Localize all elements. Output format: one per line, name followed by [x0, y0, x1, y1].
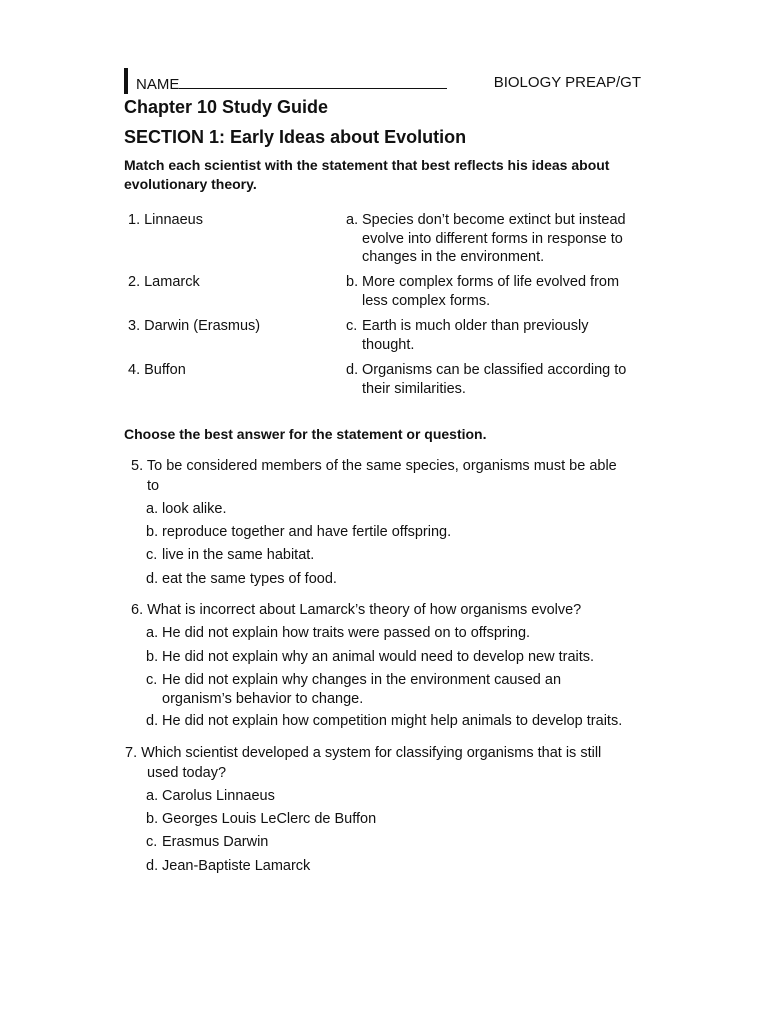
statement-text: Earth is much older than previously — [362, 318, 589, 334]
scientist-4: 4. Buffon — [128, 362, 186, 378]
statement-text: Species don’t become extinct but instead — [362, 212, 626, 228]
q6-option-c — [146, 671, 656, 708]
q5-option-d — [146, 570, 656, 589]
statement-text: More complex forms of life evolved from — [362, 274, 620, 290]
scientist-2: 2. Lamarck — [128, 274, 200, 290]
q6-option-d — [146, 712, 656, 731]
option-letter: c. — [146, 834, 158, 850]
option-text: He did not explain why changes in the environment caused an — [162, 672, 562, 688]
q5-option-b — [146, 523, 656, 542]
statement-text: less complex forms. — [362, 292, 491, 309]
question-6 — [131, 600, 581, 620]
statement-text: evolve into different forms in response to — [362, 230, 623, 247]
option-letter: d. — [146, 571, 159, 587]
option-text: He did not explain how traits were passed on to offspring. — [162, 625, 531, 641]
option-letter: d. — [146, 858, 159, 874]
q7-option-c — [146, 833, 656, 852]
option-letter: d. — [146, 713, 159, 729]
statement-text: changes in the environment. — [362, 249, 545, 265]
question-stem: 6. What is incorrect about Lamarck’s theory of how organisms evolve? — [131, 602, 582, 618]
scientist-1: 1. Linnaeus — [128, 212, 203, 228]
option-letter: a. — [146, 788, 159, 804]
statement-b — [346, 273, 646, 310]
mc-instruction: Choose the best answer for the statement or question. — [124, 426, 487, 442]
scientist-3: 3. Darwin (Erasmus) — [128, 318, 261, 334]
statement-letter: a. — [346, 212, 359, 228]
option-letter: a. — [146, 625, 159, 641]
statement-a — [346, 211, 646, 267]
q7-option-d — [146, 857, 656, 876]
matching-instruction: Match each scientist with the statement that best reflects his ideas about evolutionary theory. — [124, 157, 610, 192]
question-stem: 5. To be considered members of the same species, organisms must be able — [131, 458, 617, 474]
q5-option-a — [146, 500, 656, 519]
name-blank-line — [179, 74, 447, 89]
option-letter: c. — [146, 672, 158, 688]
option-letter: b. — [146, 524, 159, 540]
statement-letter: b. — [346, 274, 359, 290]
q6-option-a — [146, 624, 656, 643]
q7-option-a — [146, 787, 656, 806]
question-stem: used today? — [147, 765, 227, 781]
q5-option-c — [146, 546, 656, 565]
option-letter: c. — [146, 547, 158, 563]
page-title: Chapter 10 Study Guide — [124, 97, 329, 117]
question-5 — [131, 456, 617, 496]
option-letter: b. — [146, 649, 159, 665]
option-text: live in the same habitat. — [162, 547, 315, 563]
header-bar — [124, 68, 128, 94]
statement-text: their similarities. — [362, 380, 466, 397]
question-stem: 7. Which scientist developed a system for classifying organisms that is still — [125, 745, 602, 761]
statement-text: Organisms can be classified according to — [362, 362, 627, 378]
option-text: Georges Louis LeClerc de Buffon — [162, 811, 377, 827]
option-text: look alike. — [162, 501, 227, 517]
statement-letter: d. — [346, 362, 359, 378]
question-7 — [125, 743, 601, 783]
question-stem: to — [147, 478, 160, 494]
option-text: eat the same types of food. — [162, 571, 337, 587]
statement-letter: c. — [346, 318, 358, 334]
name-label: NAME — [136, 76, 180, 93]
option-letter: a. — [146, 501, 159, 517]
option-letter: b. — [146, 811, 159, 827]
name-field — [136, 74, 447, 93]
option-text: He did not explain why an animal would need to develop new traits. — [162, 649, 595, 665]
option-text: reproduce together and have fertile offspring. — [162, 524, 452, 540]
q6-option-b — [146, 648, 656, 667]
option-text: organism’s behavior to change. — [162, 690, 364, 707]
section-title: SECTION 1: Early Ideas about Evolution — [124, 127, 467, 147]
option-text: Jean-Baptiste Lamarck — [162, 858, 311, 874]
option-text: Erasmus Darwin — [162, 834, 269, 850]
statement-c — [346, 317, 646, 354]
q7-option-b — [146, 810, 656, 829]
option-text: He did not explain how competition might help animals to develop traits. — [162, 713, 623, 729]
course-label: BIOLOGY PREAP/GT — [493, 74, 641, 91]
statement-d — [346, 361, 646, 398]
statement-text: thought. — [362, 336, 415, 353]
option-text: Carolus Linnaeus — [162, 788, 275, 804]
